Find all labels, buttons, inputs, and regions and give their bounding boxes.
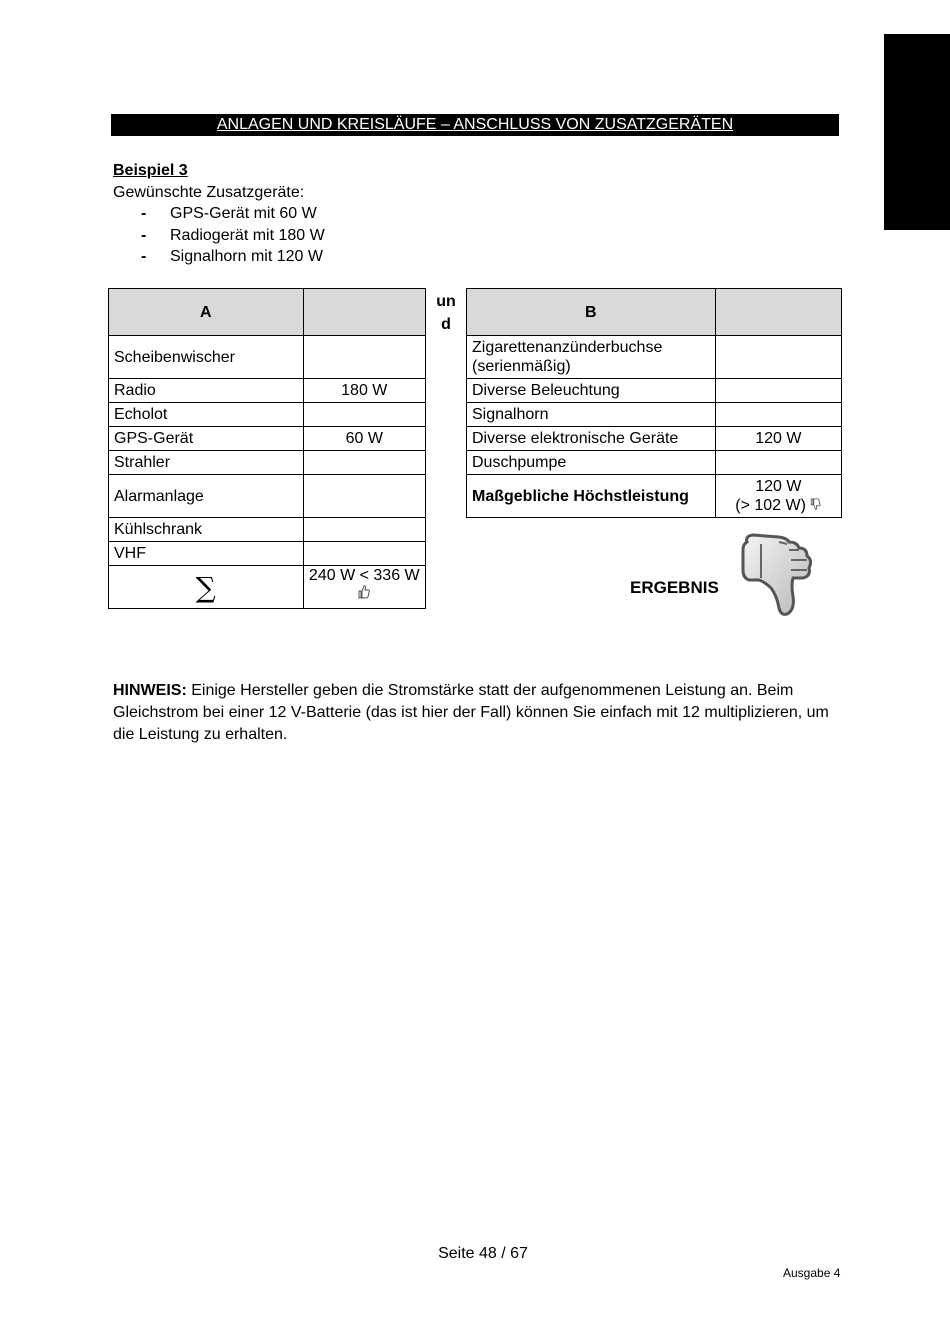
table-cell [715,403,841,427]
table-cell: Duschpumpe [467,451,716,475]
device-list [113,203,325,268]
max-row [467,475,842,518]
table-header-cell [715,289,841,336]
table-cell [303,451,425,475]
note-paragraph [113,680,843,746]
side-tab-marker [884,34,950,230]
list-item: - Radiogerät mit 180 W [141,226,325,244]
example-intro: Gewünschte Zusatzgeräte: [113,183,305,201]
cell-line: (serienmäßig) [472,358,571,375]
example-title: Beispiel 3 [113,162,188,179]
table-cell: GPS-Gerät [109,427,304,451]
list-item: - Signalhorn mit 120 W [141,248,323,265]
table-cell: VHF [109,542,304,566]
sum-value: 240 W < 336 W [308,567,420,584]
table-row [467,379,842,403]
table-row [109,336,426,379]
max-value: 120 W [755,477,802,495]
table-cell [303,475,425,518]
table-cell: Diverse Beleuchtung [467,379,716,403]
table-row [467,336,842,379]
table-cell: 120 W [715,427,841,451]
table-cell: Scheibenwischer [109,336,304,379]
sigma-symbol: ∑ [109,566,304,609]
table-row [109,451,426,475]
table-header-cell [303,289,425,336]
table-cell [303,542,425,566]
table-cell [715,336,841,379]
table-cell: Signalhorn [467,403,716,427]
table-header-row [109,289,426,336]
edition-label: Ausgabe 4 [783,1266,841,1280]
table-cell [303,518,425,542]
table-row [467,403,842,427]
table-row [109,518,426,542]
connector-und [432,290,460,336]
result-label: ERGEBNIS [630,578,719,597]
table-cell [303,336,425,379]
table-cell: Radio [109,379,304,403]
page-number: Seite 48 / 67 [438,1245,528,1262]
table-cell: Alarmanlage [109,475,304,518]
connector-line: un [436,293,456,310]
table-row [109,403,426,427]
table-cell [467,336,716,379]
table-row [109,379,426,403]
table-cell: 60 W [303,427,425,451]
table-cell [715,379,841,403]
list-item-text: Radiogerät mit 180 W [170,226,325,244]
table-cell [715,451,841,475]
table-cell: Strahler [109,451,304,475]
table-cell: Diverse elektronische Geräte [467,427,716,451]
list-item: - GPS-Gerät mit 60 W [141,205,317,222]
table-header-cell: B [467,289,716,336]
table-cell: 180 W [303,379,425,403]
cell-line: Zigarettenanzünderbuchse [472,339,663,356]
table-cell: Kühlschrank [109,518,304,542]
note-label: HINWEIS: [113,682,187,699]
table-row [467,451,842,475]
table-header-cell: A [109,289,304,336]
table-row [109,427,426,451]
sum-row [109,566,426,609]
connector-line: d [441,316,451,333]
max-value-note [721,496,836,516]
thumbs-down-icon [735,530,823,622]
note-text: Einige Hersteller geben die Stromstärke statt der aufgenommenen Leistung an. Beim Gleichstrom bei einer 12 V-Batterie (das ist hier der Fall) können Sie einfach mit 12 multiplizieren, um die Leistung zu erhalten. [113,682,829,743]
list-item-text: GPS-Gerät mit 60 W [170,205,317,222]
sum-cell [303,566,425,609]
thumbs-down-icon [810,499,821,513]
section-title: ANLAGEN UND KREISLÄUFE – ANSCHLUSS VON ZUSATZGERÄTEN [111,114,839,136]
table-a [108,288,426,609]
table-row [467,427,842,451]
table-row [109,475,426,518]
thumbs-up-icon [309,585,420,605]
max-label: Maßgebliche Höchstleistung [467,475,716,518]
table-b [466,288,842,518]
table-row [109,542,426,566]
max-value-cell [715,475,841,518]
max-value-threshold: (> 102 W) [735,496,806,514]
example-block [113,160,325,268]
table-header-row [467,289,842,336]
table-cell: Echolot [109,403,304,427]
table-cell [303,403,425,427]
list-item-text: Signalhorn mit 120 W [170,248,323,265]
